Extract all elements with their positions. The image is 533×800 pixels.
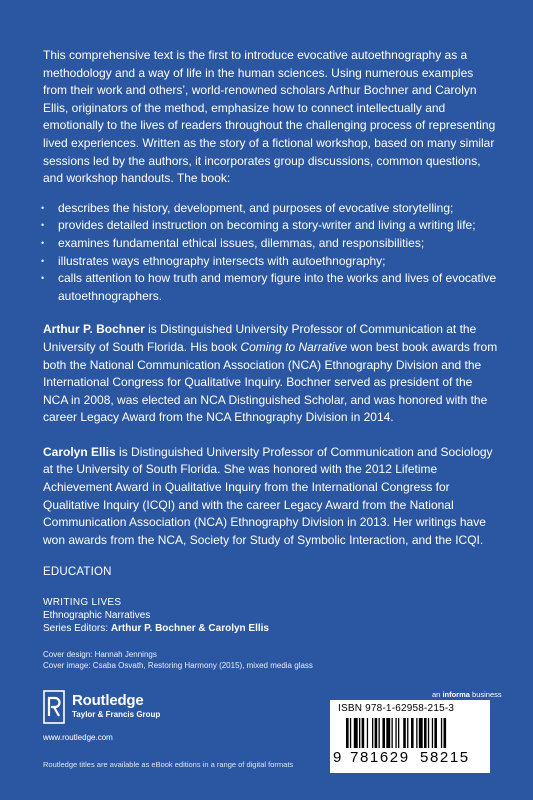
routledge-logo [43, 690, 203, 730]
isbn-digit-lead: 9 [333, 749, 343, 766]
feature-item: • examines fundamental ethical issues, dilemmas, and responsibilities; [43, 235, 498, 253]
isbn-label: ISBN 978-1-62958-215-3 [338, 703, 455, 714]
informa-brand: informa [442, 690, 470, 699]
feature-item: • calls attention to how truth and memory figure into the works and lives of evocative autoethnographers. [43, 270, 498, 305]
series-editors [43, 623, 498, 636]
bio-text: is Distinguished University Professor of Communication and Sociology at the University of South Florida. She was honored with the 2012 Lifetime Achievement Award in Qualitative Inquiry from the International Congress for Qualitative Inquiry (ICQI) and with the career Legacy Award from the National Communication Association (NCA) Ethnography Division in 2013. Her writings have won awards from the NCA, Society for Study of Symbolic Interaction, and the ICQI. [43, 444, 493, 547]
publisher-url: www.routledge.com [43, 733, 113, 742]
cover-design-credit: Cover design: Hannah Jennings [43, 650, 157, 660]
publisher-name: Routledge [72, 692, 144, 709]
subject-category: EDUCATION [43, 566, 112, 579]
author-name: Carolyn Ellis [43, 444, 116, 459]
feature-list [43, 200, 498, 306]
isbn-digits [330, 748, 490, 772]
feature-item: • illustrates ways ethnography intersects with autoethnography; [43, 253, 498, 271]
series-subtitle: Ethnographic Narratives [43, 610, 151, 622]
cover-credits [43, 649, 498, 671]
feature-item: • provides detailed instruction on becoming a story-writer and living a writing life; [43, 217, 498, 235]
author-name: Arthur P. Bochner [43, 322, 145, 337]
ebook-note: Routledge titles are available as eBook editions in a range of digital formats [43, 760, 294, 769]
cover-text [43, 47, 498, 671]
series-name: WRITING LIVES [43, 597, 122, 609]
bio-text: is Distinguished University Professor of Communication at the University of South Florida. His book [43, 322, 477, 354]
author-bio-ellis [43, 444, 498, 550]
publisher-group: Taylor & Francis Group [72, 710, 161, 719]
isbn-digit-group2: 58215 [420, 749, 470, 766]
bio-text: won best book awards from both the National Communication Association (NCA) Ethnography Division and the International Congress for Qualitative Inquiry. Bochner served as president of the NCA in 2008, was elected an NCA Distinguished Scholar, and was honored with the career Legacy Award from the NCA Ethnography Division in 2014. [43, 339, 498, 425]
cover-image-credit: Cover image: Csaba Osvath, Restoring Harmony (2015), mixed media glass [43, 661, 313, 671]
intro-paragraph: This comprehensive text is the first to introduce evocative autoethnography as a methodology and a way of life in the human sciences. Using numerous examples from their work and others’, world-renowned scholars Arthur Bochner and Carolyn Ellis, originators of the method, emphasize how to connect intellectually and emotionally to the lives of readers throughout the challenging process of representing lived experiences. Written as the story of a fictional workshop, based on many similar sessions led by the authors, it incorporates group discussions, common questions, and workshop handouts. The book: [43, 48, 496, 186]
routledge-logo-icon [43, 690, 65, 724]
series-editors-names: Arthur P. Bochner & Carolyn Ellis [110, 622, 269, 634]
series-info [43, 597, 498, 635]
book-title: Coming to Narrative [240, 339, 348, 354]
informa-suffix: business [469, 690, 502, 699]
series-editors-label: Series Editors: [43, 622, 111, 634]
informa-prefix: an [432, 690, 443, 699]
isbn-digit-group1: 781629 [350, 749, 410, 766]
informa-business-tag [432, 690, 502, 699]
isbn-barcode [330, 700, 490, 773]
author-bio-bochner [43, 321, 498, 427]
feature-item: • describes the history, development, and purposes of evocative storytelling; [43, 200, 498, 218]
